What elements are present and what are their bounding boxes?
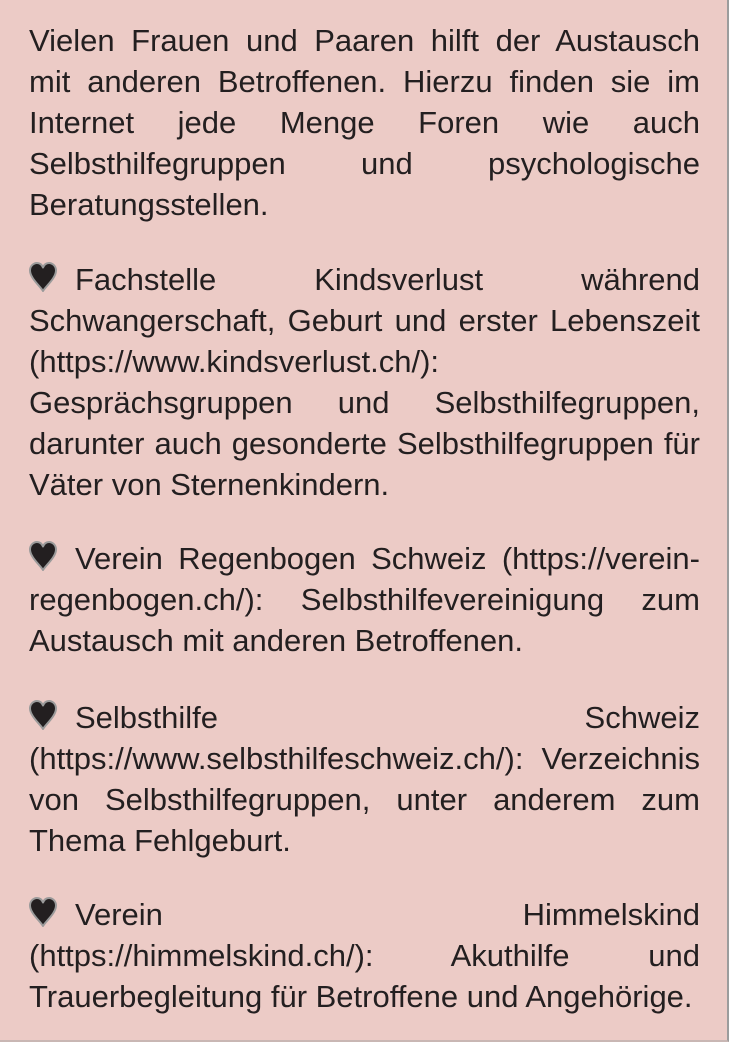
resource-entry-regenbogen [29,538,700,661]
heart-icon [29,897,57,927]
resource-name: Verein Regenbogen Schweiz [75,541,487,576]
resource-url[interactable]: (https://verein-regenbogen.ch/): [29,541,700,617]
resource-name: Selbsthilfe Schweiz [75,700,700,735]
intro-paragraph: Vielen Frauen und Paaren hilft der Austausch mit anderen Betroffenen. Hierzu finden sie im Internet jede Menge Foren wie auch Selbsthilfegruppen und psychologische Beratungsstellen. [29,23,700,222]
resource-description: Akuthilfe und Trauerbegleitung für Betroffene und Angehörige. [29,938,700,1014]
heart-icon [29,541,57,571]
resource-url[interactable]: (https://www.kindsverlust.ch/): [29,344,440,379]
resource-description: Selbsthilfevereinigung zum Austausch mit anderen Betroffenen. [29,582,700,658]
resource-description: Gesprächsgruppen und Selbsthilfegruppen, darunter auch gesonderte Selbsthilfegruppen für Väter von Sternenkindern. [29,385,700,502]
resource-name: Verein Himmelskind [75,897,700,932]
heart-icon [29,262,57,292]
resource-description: Verzeichnis von Selbsthilfegruppen, unter anderem zum Thema Fehlgeburt. [29,741,700,858]
heart-icon [29,700,57,730]
resource-url[interactable]: (https://himmelskind.ch/): [29,938,374,973]
resource-name: Fachstelle Kindsverlust während Schwangerschaft, Geburt und erster Lebenszeit [29,262,700,338]
resource-entry-kindsverlust [29,259,700,505]
resource-url[interactable]: (https://www.selbsthilfeschweiz.ch/): [29,741,524,776]
resource-entry-selbsthilfe [29,697,700,861]
resource-entry-himmelskind [29,894,700,1017]
